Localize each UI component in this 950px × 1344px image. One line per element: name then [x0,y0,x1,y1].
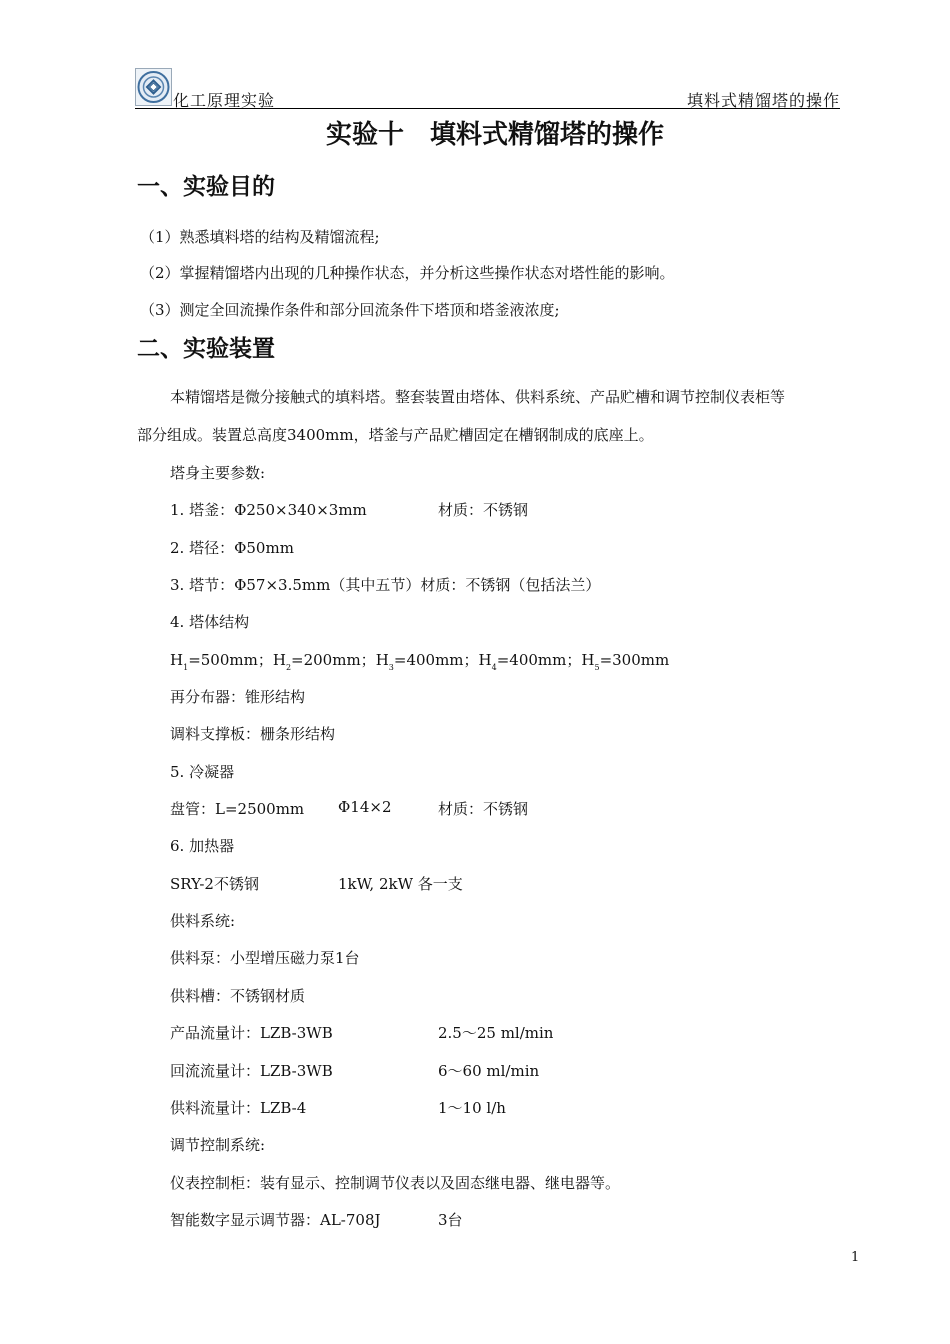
header-experiment-name: 填料式精馏塔的操作 [686,91,840,110]
param-kettle-material: 材质：不锈钢 [438,501,529,519]
param-support-plate: 调料支撑板：栅条形结构 [170,725,336,743]
param-section: 3. 塔节：Φ57×3.5mm（其中五节）材质：不锈钢（包括法兰） [170,576,601,594]
feed-flowmeter [170,1097,670,1117]
reflux-flowmeter-range: 6～60 ml/min [438,1062,540,1080]
param-coil [170,798,670,818]
university-emblem-icon [135,68,172,106]
height-h4: $H_4=400mm$； [478,651,582,672]
param-redistributor: 再分布器：锥形结构 [170,688,306,706]
heater-model: SRY-2不锈钢 [170,875,259,893]
product-flowmeter-model: 产品流量计：LZB-3WB [170,1024,333,1042]
display-controller-count: 3台 [438,1211,463,1229]
param-coil-length: 盘管：L=2500mm [170,800,305,818]
param-diameter: 2. 塔径：Φ50mm [170,539,294,557]
apparatus-intro-line-1: 本精馏塔是微分接触式的填料塔。整套装置由塔体、供料系统、产品贮槽和调节控制仪表柜等 [170,388,786,406]
feed-flowmeter-range: 1～10 l/h [438,1099,506,1117]
display-controller-model: 智能数字显示调节器：AL-708J [170,1211,381,1229]
header-divider [135,108,840,109]
param-condenser: 5. 冷凝器 [170,763,235,781]
page-number: 1 [851,1250,860,1265]
height-h2: $H_2=200mm$； [272,651,376,672]
feed-system-label: 供料系统: [170,912,236,930]
param-kettle [170,499,670,519]
page-header [135,68,840,108]
height-h1: $H_1=500mm$； [170,651,273,672]
param-coil-material: 材质：不锈钢 [438,800,529,818]
param-heater-spec [170,873,670,893]
feed-flowmeter-model: 供料流量计：LZB-4 [170,1099,307,1117]
heater-power: 1kW, 2kW 各一支 [338,875,463,893]
display-controller [170,1209,670,1229]
product-flowmeter-range: 2.5～25 ml/min [438,1024,554,1042]
purpose-item-3: （3）测定全回流操作条件和部分回流条件下塔顶和塔釜液浓度; [140,301,560,319]
param-structure: 4. 塔体结构 [170,613,250,631]
product-flowmeter [170,1022,670,1042]
height-h3: $H_3=400mm$； [375,651,479,672]
apparatus-intro-line-2: 部分组成。装置总高度3400mm，塔釜与产品贮槽固定在槽钢制成的底座上。 [137,426,654,444]
params-label: 塔身主要参数: [170,464,266,482]
header-course-name: 化工原理实验 [173,91,276,110]
height-h5: $H_5=300mm$ [581,651,670,672]
purpose-item-2: （2）掌握精馏塔内出现的几种操作状态，并分析这些操作状态对塔性能的影响。 [140,264,675,282]
control-system-label: 调节控制系统: [170,1136,266,1154]
param-heater: 6. 加热器 [170,837,235,855]
reflux-flowmeter-model: 回流流量计：LZB-3WB [170,1062,333,1080]
section-heading-apparatus: 二、实验装置 [137,336,275,362]
purpose-item-1: （1）熟悉填料塔的结构及精馏流程; [140,228,380,246]
param-kettle-size: 1. 塔釜：Φ250×340×3mm [170,501,367,519]
param-heights [170,649,669,672]
page-title: 实验十 填料式精馏塔的操作 [325,120,664,150]
feed-tank: 供料槽：不锈钢材质 [170,987,306,1005]
param-coil-size: Φ14×2 [338,798,392,816]
reflux-flowmeter [170,1060,670,1080]
feed-pump: 供料泵：小型增压磁力泵1台 [170,949,360,967]
control-cabinet: 仪表控制柜：装有显示、控制调节仪表以及固态继电器、继电器等。 [170,1174,621,1192]
section-heading-purpose: 一、实验目的 [137,174,275,200]
